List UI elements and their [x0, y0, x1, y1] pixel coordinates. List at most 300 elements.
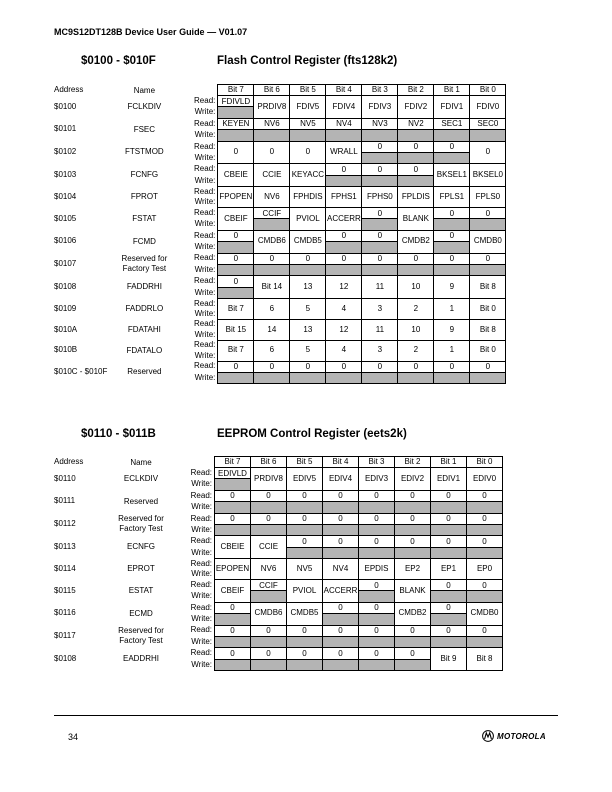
bit-field-write-unimplemented — [215, 614, 251, 625]
register-address: $0112 — [54, 519, 76, 529]
register-read-row — [54, 118, 506, 129]
bit-field-read — [251, 625, 287, 636]
bit-field: Bit 14 — [254, 276, 290, 299]
bit-field-write-unimplemented — [362, 372, 398, 383]
bit-field-read — [326, 118, 362, 129]
bit-value: EDIVLD — [218, 468, 247, 478]
write-label: Write: — [191, 524, 212, 534]
register-read-row — [54, 299, 506, 309]
register-name: EPROT — [127, 564, 155, 574]
bit-field-write-unimplemented — [326, 264, 362, 275]
bit-value: 0 — [410, 626, 415, 636]
bit-field: 13 — [290, 276, 326, 299]
bit-field-write-unimplemented — [218, 287, 254, 298]
register-read-row — [54, 602, 503, 613]
bit-header: Bit 1 — [434, 85, 470, 96]
bit-field-write-unimplemented — [470, 219, 506, 230]
bit-field: CBEIE — [215, 536, 251, 559]
bit-value: 0 — [233, 362, 239, 372]
register-read-row — [54, 319, 506, 329]
bit-field: 0 — [254, 141, 290, 164]
bit-value: 0 — [302, 514, 307, 524]
register-address: $010B — [54, 345, 78, 355]
bit-field-write-unimplemented — [362, 130, 398, 141]
bit-header: Bit 6 — [251, 457, 287, 468]
register-name: FADDRLO — [125, 303, 164, 313]
read-label: Read: — [190, 579, 212, 589]
bit-field-read — [398, 164, 434, 175]
bit-field-write-unimplemented — [323, 524, 359, 535]
bit-field: 9 — [434, 276, 470, 299]
header-row — [54, 85, 506, 96]
bit-field-write-unimplemented — [215, 524, 251, 535]
read-label: Read: — [194, 298, 216, 308]
bit-field-write-unimplemented — [359, 502, 395, 513]
bit-value: 0 — [302, 648, 307, 658]
bit-value: 0 — [449, 254, 455, 264]
bit-field-write-unimplemented — [287, 547, 323, 558]
bit-field-write-unimplemented — [326, 372, 362, 383]
bit-field-read — [431, 513, 467, 524]
bit-field-write-unimplemented — [431, 636, 467, 647]
write-label: Write: — [194, 242, 216, 252]
bit-value: FDIVLD — [221, 96, 251, 106]
bit-value: 0 — [446, 626, 451, 636]
write-label: Write: — [191, 502, 212, 512]
write-label: Write: — [191, 636, 212, 646]
bit-field-read — [290, 253, 326, 264]
bit-field-write-unimplemented — [470, 264, 506, 275]
bit-field: 1 — [434, 340, 470, 361]
bit-field-write-unimplemented — [395, 524, 431, 535]
bit-field-write-unimplemented — [398, 130, 434, 141]
bit-field: CMDB5 — [290, 230, 326, 253]
bit-field-read — [323, 625, 359, 636]
bit-header: Bit 6 — [254, 85, 290, 96]
write-label: Write: — [191, 479, 212, 489]
brand-logo — [482, 730, 546, 742]
bit-value: 0 — [338, 537, 343, 547]
bit-field: EDIV3 — [359, 468, 395, 491]
bit-field-read — [287, 625, 323, 636]
bit-field: EPOPEN — [215, 559, 251, 580]
bit-field-read — [434, 207, 470, 218]
bit-field: 6 — [254, 340, 290, 361]
bit-field-write-unimplemented — [323, 502, 359, 513]
register-name: FDATAHI — [127, 324, 161, 334]
bit-field: 12 — [326, 276, 362, 299]
bit-field-read — [359, 625, 395, 636]
register-address: $0108 — [54, 653, 77, 663]
bit-field-write-unimplemented — [395, 659, 431, 670]
bit-header: Bit 1 — [431, 457, 467, 468]
bit-header: Bit 4 — [323, 457, 359, 468]
bit-field-write-unimplemented — [254, 219, 290, 230]
bit-field-write-unimplemented — [290, 372, 326, 383]
register-name: FCLKDIV — [127, 101, 162, 111]
read-label: Read: — [194, 95, 216, 105]
bit-field-write-unimplemented — [470, 130, 506, 141]
register-read-row — [54, 559, 503, 569]
bit-field-read — [434, 230, 470, 241]
bit-value: 0 — [338, 491, 343, 501]
bit-field-read — [362, 141, 398, 152]
register-read-row — [54, 187, 506, 197]
write-label: Write: — [191, 659, 212, 669]
bit-value: 0 — [446, 514, 451, 524]
bit-field-read — [362, 118, 398, 129]
bit-field: 2 — [398, 340, 434, 361]
bit-field: EPDIS — [359, 559, 395, 580]
bit-field: FDIV2 — [398, 96, 434, 119]
bit-value: 0 — [374, 537, 379, 547]
bit-field-read — [290, 118, 326, 129]
bit-field-read — [251, 648, 287, 659]
bit-field-write-unimplemented — [362, 219, 398, 230]
bit-value: NV6 — [264, 119, 280, 129]
register-read-row — [54, 207, 506, 218]
bit-value: 0 — [230, 626, 235, 636]
bit-field-write-unimplemented — [431, 547, 467, 558]
bit-field: CMDB2 — [398, 230, 434, 253]
bit-field-read — [467, 490, 503, 501]
bit-field-read — [323, 536, 359, 547]
bit-field-read — [362, 207, 398, 218]
register-address: $0104 — [54, 191, 77, 201]
bit-field-write-unimplemented — [218, 242, 254, 253]
write-label: Write: — [194, 350, 216, 360]
bit-field-read — [359, 513, 395, 524]
bit-field-read — [251, 513, 287, 524]
bit-field-write-unimplemented — [290, 130, 326, 141]
page-number: 34 — [68, 732, 79, 742]
bit-field: PRDIV8 — [251, 468, 287, 491]
write-label: Write: — [194, 264, 216, 274]
bit-value: 0 — [377, 362, 383, 372]
bit-value: 0 — [410, 648, 415, 658]
bit-field: PRDIV8 — [254, 96, 290, 119]
rw-spacer — [181, 85, 218, 96]
bit-field-read — [254, 118, 290, 129]
bit-value: 0 — [266, 491, 271, 501]
bit-value: 0 — [413, 362, 419, 372]
bit-field-read — [470, 207, 506, 218]
bit-value: 0 — [377, 208, 383, 218]
bit-value: 0 — [338, 648, 343, 658]
register-name: ECNFG — [127, 542, 155, 552]
bit-value: CCIF — [259, 580, 278, 590]
register-read-row — [54, 625, 503, 636]
bit-field: FPHS0 — [362, 187, 398, 208]
bit-value: 0 — [482, 491, 487, 501]
bit-value: 0 — [233, 231, 239, 241]
read-label: Read: — [190, 513, 212, 523]
bit-field-write-unimplemented — [431, 614, 467, 625]
bit-field: CMDB5 — [287, 602, 323, 625]
bit-field-read — [398, 141, 434, 152]
read-label: Read: — [190, 625, 212, 635]
read-label: Read: — [190, 467, 212, 477]
register-name: FSTAT — [132, 213, 157, 223]
bit-field: 5 — [290, 299, 326, 320]
bit-value: 0 — [305, 254, 311, 264]
bit-field-read — [431, 490, 467, 501]
register-name: Reserved — [123, 496, 159, 506]
bit-value: 0 — [338, 626, 343, 636]
register-name: Reserved — [127, 367, 162, 377]
register-read-row — [54, 536, 503, 547]
bit-field: Bit 0 — [470, 340, 506, 361]
register-name: Reserved for Factory Test — [121, 254, 168, 274]
bit-value: 0 — [377, 142, 383, 152]
bit-field-read — [254, 253, 290, 264]
bit-field: Bit 7 — [218, 340, 254, 361]
bit-field-write-unimplemented — [398, 264, 434, 275]
bit-field-read — [254, 361, 290, 372]
bit-value: 0 — [482, 514, 487, 524]
bit-value: 0 — [233, 254, 239, 264]
bit-field-write-unimplemented — [287, 636, 323, 647]
bit-field: PVIOL — [287, 579, 323, 602]
bit-value: 0 — [374, 603, 379, 613]
address-column-header: Address — [54, 457, 84, 467]
bit-field-write-unimplemented — [434, 264, 470, 275]
bit-field-write-unimplemented — [434, 219, 470, 230]
bit-field-write-unimplemented — [326, 175, 362, 186]
bit-field-read — [359, 579, 395, 590]
bit-value: 0 — [374, 491, 379, 501]
bit-value: 0 — [266, 648, 271, 658]
bit-value: 0 — [413, 142, 419, 152]
bit-field-read — [470, 118, 506, 129]
address-column-header: Address — [54, 85, 84, 95]
bit-field-write-unimplemented — [254, 130, 290, 141]
bit-field: 4 — [326, 340, 362, 361]
register-name: ECMD — [129, 608, 153, 618]
bit-field: FPLS1 — [434, 187, 470, 208]
bit-field-read — [359, 490, 395, 501]
bit-value: 0 — [485, 254, 491, 264]
register-address: $0115 — [54, 585, 76, 595]
bit-value: 0 — [266, 514, 271, 524]
register-address: $0110 — [54, 473, 76, 483]
bit-field-write-unimplemented — [326, 242, 362, 253]
bit-value: 0 — [269, 362, 275, 372]
bit-field-write-unimplemented — [287, 659, 323, 670]
bit-field-read — [395, 625, 431, 636]
bit-value: NV4 — [336, 119, 352, 129]
bit-field-write-unimplemented — [323, 636, 359, 647]
bit-value: 0 — [446, 603, 451, 613]
register-address: $0102 — [54, 147, 77, 157]
bit-field: BLANK — [395, 579, 431, 602]
bit-value: 0 — [305, 362, 311, 372]
bit-header: Bit 7 — [218, 85, 254, 96]
section-title-flash — [54, 55, 574, 69]
bit-field-write-unimplemented — [251, 636, 287, 647]
bit-field-write-unimplemented — [359, 547, 395, 558]
write-label: Write: — [191, 591, 212, 601]
bit-header: Bit 5 — [290, 85, 326, 96]
bit-field: 14 — [254, 319, 290, 340]
write-label: Write: — [194, 372, 216, 382]
bit-header: Bit 0 — [467, 457, 503, 468]
bit-field: 3 — [362, 299, 398, 320]
bit-field-read — [359, 536, 395, 547]
bit-field-read — [467, 625, 503, 636]
bit-field: Bit 15 — [218, 319, 254, 340]
bit-field: 5 — [290, 340, 326, 361]
bit-field: 4 — [326, 299, 362, 320]
bit-field-write-unimplemented — [434, 152, 470, 163]
bit-field-write-unimplemented — [287, 524, 323, 535]
bit-field-write-unimplemented — [398, 152, 434, 163]
bit-header: Bit 0 — [470, 85, 506, 96]
bit-field: 0 — [218, 141, 254, 164]
bit-field: FDIV5 — [290, 96, 326, 119]
bit-field-write-unimplemented — [218, 130, 254, 141]
bit-field-write-unimplemented — [359, 636, 395, 647]
bit-header: Bit 3 — [362, 85, 398, 96]
write-label: Write: — [194, 152, 216, 162]
bit-field: EDIV2 — [395, 468, 431, 491]
bit-field: ACCERR — [323, 579, 359, 602]
bit-field-write-unimplemented — [287, 502, 323, 513]
bit-value: 0 — [230, 648, 235, 658]
bit-field: CCIE — [254, 164, 290, 187]
bit-field-read — [218, 253, 254, 264]
bit-value: 0 — [341, 165, 347, 175]
bit-field: 9 — [434, 319, 470, 340]
bit-field-write-unimplemented — [215, 502, 251, 513]
bit-field-read — [434, 141, 470, 152]
bit-field-read — [290, 361, 326, 372]
bit-field-read — [362, 164, 398, 175]
bit-field-write-unimplemented — [254, 264, 290, 275]
bit-field: EDIV5 — [287, 468, 323, 491]
bit-field: EDIV0 — [467, 468, 503, 491]
bit-field-read — [398, 118, 434, 129]
bit-header: Bit 2 — [395, 457, 431, 468]
bit-value: 0 — [374, 648, 379, 658]
bit-field: 10 — [398, 276, 434, 299]
bit-field-read — [287, 536, 323, 547]
register-read-row — [54, 164, 506, 175]
bit-field-read — [395, 648, 431, 659]
bit-field: BKSEL0 — [470, 164, 506, 187]
bit-field-read — [323, 490, 359, 501]
bit-value: 0 — [446, 580, 451, 590]
bit-value: 0 — [266, 626, 271, 636]
bit-field-read — [434, 361, 470, 372]
name-column-header: Name — [133, 85, 156, 95]
bit-header: Bit 7 — [215, 457, 251, 468]
flash-register-table — [54, 84, 564, 384]
write-label: Write: — [191, 569, 212, 579]
bit-field-read — [467, 579, 503, 590]
read-label: Read: — [194, 186, 216, 196]
address-range: $0110 - $011B — [81, 428, 156, 440]
bit-value: 0 — [449, 231, 455, 241]
bit-value: 0 — [485, 208, 491, 218]
section-title-eeprom — [54, 428, 574, 442]
bit-value: 0 — [446, 491, 451, 501]
bit-field-write-unimplemented — [290, 264, 326, 275]
bit-value: 0 — [449, 208, 455, 218]
register-read-row — [54, 96, 506, 107]
write-label: Write: — [194, 219, 216, 229]
write-label: Write: — [194, 107, 216, 117]
bit-field-read — [251, 579, 287, 590]
bit-field-read — [215, 468, 251, 479]
bit-field-read — [431, 579, 467, 590]
bit-value: 0 — [302, 537, 307, 547]
bit-value: 0 — [269, 254, 275, 264]
bit-field-read — [395, 536, 431, 547]
register-read-row — [54, 579, 503, 590]
bit-field: FPOPEN — [218, 187, 254, 208]
bit-field: 0 — [290, 141, 326, 164]
bit-field: 12 — [326, 319, 362, 340]
bit-field-read — [326, 253, 362, 264]
bit-header: Bit 4 — [326, 85, 362, 96]
write-label: Write: — [194, 175, 216, 185]
read-label: Read: — [194, 207, 216, 217]
bit-field-read — [434, 253, 470, 264]
bit-field: CMDB0 — [467, 602, 503, 625]
bit-field-read — [326, 230, 362, 241]
register-read-row — [54, 468, 503, 479]
read-label: Read: — [194, 276, 216, 286]
write-label: Write: — [194, 329, 216, 339]
bit-value: 0 — [374, 514, 379, 524]
bit-field: FDIV3 — [362, 96, 398, 119]
header-row — [54, 457, 503, 468]
bit-field-write-unimplemented — [359, 591, 395, 602]
bit-field: 3 — [362, 340, 398, 361]
bit-value: 0 — [413, 254, 419, 264]
bit-field-read — [251, 490, 287, 501]
bit-value: 0 — [230, 603, 235, 613]
register-address: $0116 — [54, 608, 76, 618]
register-read-row — [54, 253, 506, 264]
name-column-header: Name — [130, 457, 152, 467]
bit-field-write-unimplemented — [251, 502, 287, 513]
register-name: FCMD — [132, 236, 156, 246]
read-label: Read: — [190, 490, 212, 500]
register-grid — [54, 84, 506, 384]
bit-field-write-unimplemented — [434, 242, 470, 253]
bit-field: FPHDIS — [290, 187, 326, 208]
register-address: $0114 — [54, 563, 76, 573]
bit-field-read — [395, 513, 431, 524]
bit-value: 0 — [302, 626, 307, 636]
bit-field: WRALL — [326, 141, 362, 164]
bit-value: 0 — [230, 514, 235, 524]
bit-field-read — [287, 490, 323, 501]
bit-field: 0 — [470, 141, 506, 164]
bit-field-read — [215, 648, 251, 659]
bit-field: CMDB2 — [395, 602, 431, 625]
address-range: $0100 - $010F — [81, 55, 156, 67]
bit-field: EDIV1 — [431, 468, 467, 491]
register-address: $0108 — [54, 281, 77, 291]
register-read-row — [54, 361, 506, 372]
bit-field-write-unimplemented — [398, 175, 434, 186]
bit-field-write-unimplemented — [398, 372, 434, 383]
bit-field: NV6 — [254, 187, 290, 208]
register-name: Reserved for Factory Test — [118, 514, 164, 534]
